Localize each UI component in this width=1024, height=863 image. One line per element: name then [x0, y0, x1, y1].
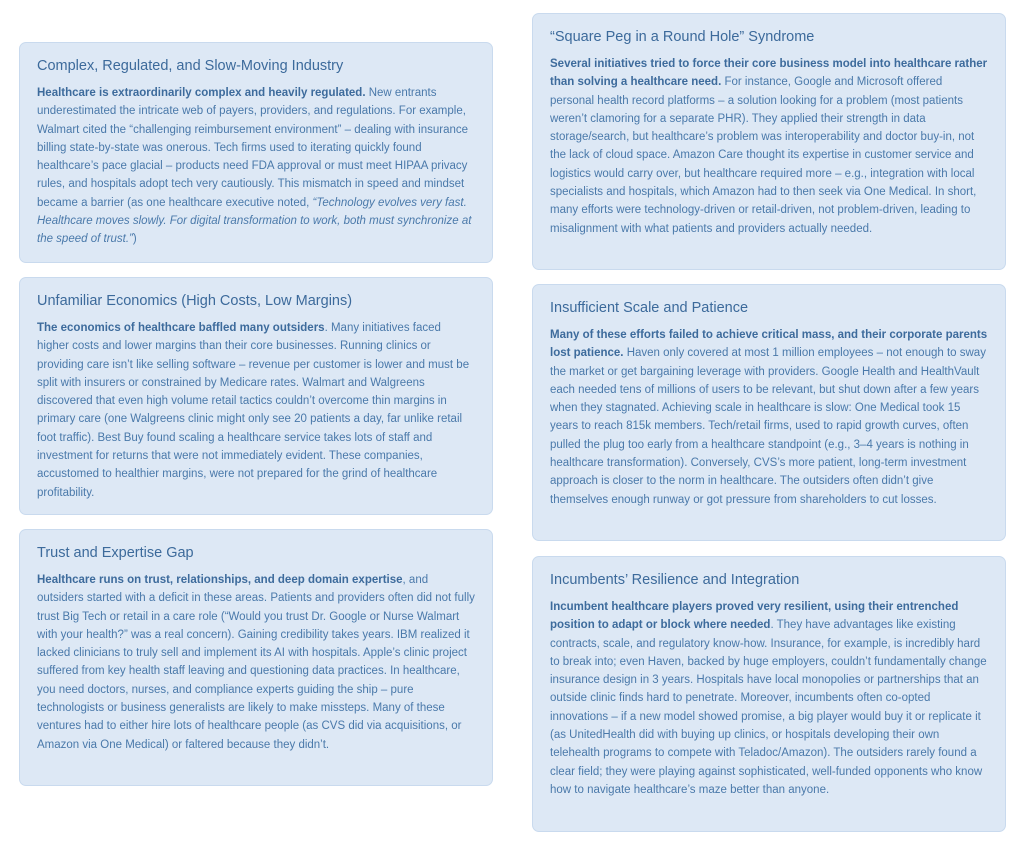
- card-title: Incumbents’ Resilience and Integration: [550, 572, 800, 588]
- card-body-text: New entrants underestimated the intricate web of payers, providers, and regulations. For example, Walmart cited the “challenging reimbursement environment” – dealing with insurance billing state-by-state was onerous. Tech firms used to iterating quickly found healthcare’s pace glacial – products need FDA approval or must meet HIPAA privacy rules, and hospitals adopt tech very cautiously. This mismatch in speed and mindset became a barrier (as one healthcare executive noted,: [37, 87, 469, 209]
- card-lead: Incumbent healthcare players proved very resilient, using their entrenched position to adapt or block where needed: [550, 601, 959, 632]
- card-body: [550, 598, 988, 799]
- card-trust-expertise: [19, 529, 493, 786]
- card-body: [37, 319, 475, 502]
- card-scale-patience: [532, 284, 1006, 541]
- card-title: Insufficient Scale and Patience: [550, 300, 749, 316]
- card-title: Unfamiliar Economics (High Costs, Low Margins): [37, 293, 353, 309]
- card-body-text: Haven only covered at most 1 million employees – not enough to sway the market or get bargaining leverage with providers. Google Health and HealthVault each needed tens of millions of users to be relevant, but shut down after a few years when they stagnated. Achieving scale in healthcare is slow: One Medical took 15 years to reach 815k members. Tech/retail firms, used to rapid growth curves, often pulled the plug too early from a healthcare standpoint (e.g., 3–4 years is nothing in healthcare transformation). Conversely, CVS’s more patient, long-term investment approach is closer to the norm in healthcare. The outsiders often didn’t give themselves enough runway or got pressure from shareholders to cut losses.: [550, 347, 986, 506]
- card-lead: Many of these efforts failed to achieve critical mass, and their corporate parents lost patience.: [550, 329, 988, 360]
- card-lead: The economics of healthcare baffled many outsiders: [37, 322, 325, 334]
- card-lead: Healthcare runs on trust, relationships, and deep domain expertise: [37, 574, 403, 586]
- card-lead: Healthcare is extraordinarily complex and heavily regulated.: [37, 87, 366, 99]
- card-body: [550, 55, 988, 238]
- card-square-peg: [532, 13, 1006, 270]
- card-title: Complex, Regulated, and Slow-Moving Industry: [37, 58, 344, 74]
- card-body-text: For instance, Google and Microsoft offered personal health record platforms – a solution looking for a problem (most patients weren’t clamoring for a separate PHR). They applied their strength in data storage/search, but healthcare’s problem was interoperability and doctor buy-in, not the lack of cloud space. Amazon Care thought its expertise in customer service and logistics would carry over, but healthcare required more – e.g., integration with local specialists and hospitals, which Amazon had to then seek via One Medical. In short, many efforts were technology-driven or retail-driven, not problem-driven, leading to misalignment with what patients and providers actually needed.: [550, 76, 977, 235]
- card-quote: “Technology evolves very fast. Healthcare moves slowly. For digital transformation to work, both must synchronize at the speed of trust.”: [37, 196, 472, 246]
- card-tail: ): [132, 233, 137, 246]
- card-unfamiliar-economics: [19, 277, 493, 515]
- card-body: [37, 84, 475, 249]
- card-title: “Square Peg in a Round Hole” Syndrome: [550, 29, 815, 45]
- card-incumbents-resilience: [532, 556, 1006, 832]
- card-regulated-industry: [19, 42, 493, 263]
- card-title: Trust and Expertise Gap: [37, 545, 194, 561]
- card-body-text: , and outsiders started with a deficit in these areas. Patients and providers often did not fully trust Big Tech or retail in a care role (“Would you trust Dr. Google or Nurse Walmart with your health?” was a real concern). Gaining credibility takes years. IBM realized it lacked clinicians to truly sell and implement its AI with hospitals. Apple’s clinic project suffered from key health staff leaving and questioning data practices. In healthcare, you need doctors, nurses, and compliance experts guiding the ship – pure technologists or business generalists are likely to make missteps. Many of these ventures had to either hire lots of healthcare people (as CVS did via acquisitions, or Amazon via One Medical) or faltered because they didn’t.: [37, 574, 475, 751]
- card-body-text: . They have advantages like existing contracts, scale, and regulatory know-how. Insurance, for example, is incredibly hard to break into; even Haven, backed by huge employers, couldn’t fundamentally change insurance design in 3 years. Hospitals have local monopolies or partnerships that an outside clinic finds hard to penetrate. Moreover, incumbents often co-opted innovations – if a new model showed promise, a big player would buy it or replicate it (as UnitedHealth did with buying up clinics, or hospitals developing their own telehealth programs to compete with Teladoc/Amazon). The outsiders rarely found a clear field; they were playing against sophisticated, well-funded opponents who know how to navigate healthcare’s maze better than anyone.: [550, 619, 987, 796]
- card-body: [550, 326, 988, 509]
- card-lead: Several initiatives tried to force their core business model into healthcare rather than solving a healthcare need.: [550, 58, 988, 89]
- card-body-text: . Many initiatives faced higher costs and lower margins than their core businesses. Running clinics or providing care isn’t like selling software – revenue per customer is lower and must be split with insurers or constrained by Medicare rates. Walmart and Walgreens discovered that even high volume retail tactics couldn’t overcome thin margins in primary care (one Walgreens clinic might only see 20 patients a day, far unlike retail foot traffic). Best Buy found scaling a healthcare service takes lots of staff and investment for returns that were not immediately evident. These companies, accustomed to healthier margins, were not prepared for the grind of healthcare profitability.: [37, 322, 470, 499]
- card-body: [37, 571, 475, 754]
